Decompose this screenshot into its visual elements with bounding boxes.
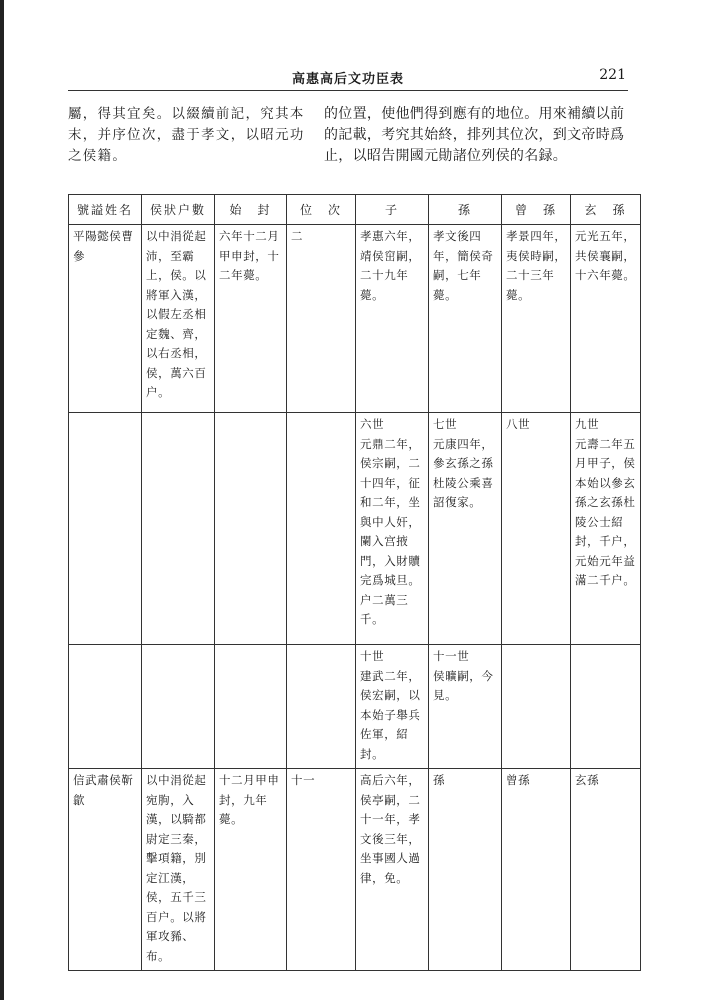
table-cell	[142, 413, 215, 645]
header-grandson: 孫	[429, 195, 502, 225]
table-cell	[287, 645, 356, 769]
running-header	[68, 62, 628, 91]
table-row	[69, 413, 641, 645]
intro-right-paragraph: 的位置，使他們得到應有的地位。用來補續以前的記載，考究其始終，排列其位次，到文帝時爲止，以昭告開國元勛諸位列侯的名録。	[324, 106, 625, 164]
header-great-great-grandson: 玄 孫	[571, 195, 641, 225]
page-number: 221	[599, 67, 626, 83]
table-cell: 十世 建武二年，侯宏嗣，以本始子舉兵佐軍，紹封。	[356, 645, 429, 769]
table-cell: 曾孫	[502, 769, 571, 971]
header-great-grandson: 曾 孫	[502, 195, 571, 225]
table-cell: 八世	[502, 413, 571, 645]
table-cell	[287, 413, 356, 645]
table-cell	[69, 413, 142, 645]
table-cell: 孝文後四年，簡侯奇嗣，七年薨。	[429, 225, 502, 413]
table-cell: 平陽懿侯曹參	[69, 225, 142, 413]
table-row	[69, 645, 641, 769]
table-cell: 元光五年，共侯襄嗣，十六年薨。	[571, 225, 641, 413]
table-cell: 二	[287, 225, 356, 413]
table-cell	[215, 645, 287, 769]
table-row	[69, 769, 641, 971]
table-cell: 高后六年，侯亭嗣，二十一年，孝文後三年，坐事國人過律，免。	[356, 769, 429, 971]
table-cell	[502, 645, 571, 769]
table-cell: 十二月甲申封，九年薨。	[215, 769, 287, 971]
header-first-enfeoffment: 始 封	[215, 195, 287, 225]
table-cell	[571, 645, 641, 769]
table-cell: 六世 元鼎二年，侯宗嗣，二十四年，征和二年，坐與中人奸，闌入宫掖門，入財贖完爲城旦。户二萬三千。	[356, 413, 429, 645]
table-cell: 信武肅侯靳歙	[69, 769, 142, 971]
header-rank: 位 次	[287, 195, 356, 225]
header-title-name: 號謚姓名	[69, 195, 142, 225]
table-cell	[69, 645, 142, 769]
header-son: 子	[356, 195, 429, 225]
intro-translation-text	[324, 104, 634, 167]
table-cell	[142, 645, 215, 769]
table-cell: 九世 元壽二年五月甲子，侯本始以參玄孫之玄孫杜陵公士紹封，千户，元始元年益滿二千户。	[571, 413, 641, 645]
running-title: 高惠高后文功臣表	[291, 72, 404, 87]
table-cell: 孝景四年，夷侯時嗣，二十三年薨。	[502, 225, 571, 413]
table-header-row	[69, 195, 641, 225]
table-cell	[215, 413, 287, 645]
table-cell: 孫	[429, 769, 502, 971]
table-cell: 以中涓從起宛朐，入漢，以騎都尉定三秦，擊項籍，別定江漢，侯，五千三百户。以將軍攻豨、布。	[142, 769, 215, 971]
intro-left-paragraph: 屬，得其宜矣。以綴續前記，究其本末，并序位次，盡于孝文，以昭元功之侯籍。	[68, 107, 305, 164]
intro-classical-text	[68, 104, 308, 167]
table-cell: 六年十二月甲申封，十二年薨。	[215, 225, 287, 413]
page-binding-edge	[0, 0, 4, 1000]
table-cell: 以中涓從起沛，至霸上，侯。以將軍入漢，以假左丞相定魏、齊，以右丞相，侯，萬六百户。	[142, 225, 215, 413]
table-cell: 玄孫	[571, 769, 641, 971]
table-cell: 七世 元康四年，參玄孫之孫杜陵公乘喜詔復家。	[429, 413, 502, 645]
table-cell: 十一	[287, 769, 356, 971]
marquis-lineage-table	[68, 194, 641, 971]
header-status-households: 侯狀户數	[142, 195, 215, 225]
table-cell: 孝惠六年，靖侯窋嗣，二十九年薨。	[356, 225, 429, 413]
table-cell: 十一世 侯曠嗣，今見。	[429, 645, 502, 769]
table-row	[69, 225, 641, 413]
